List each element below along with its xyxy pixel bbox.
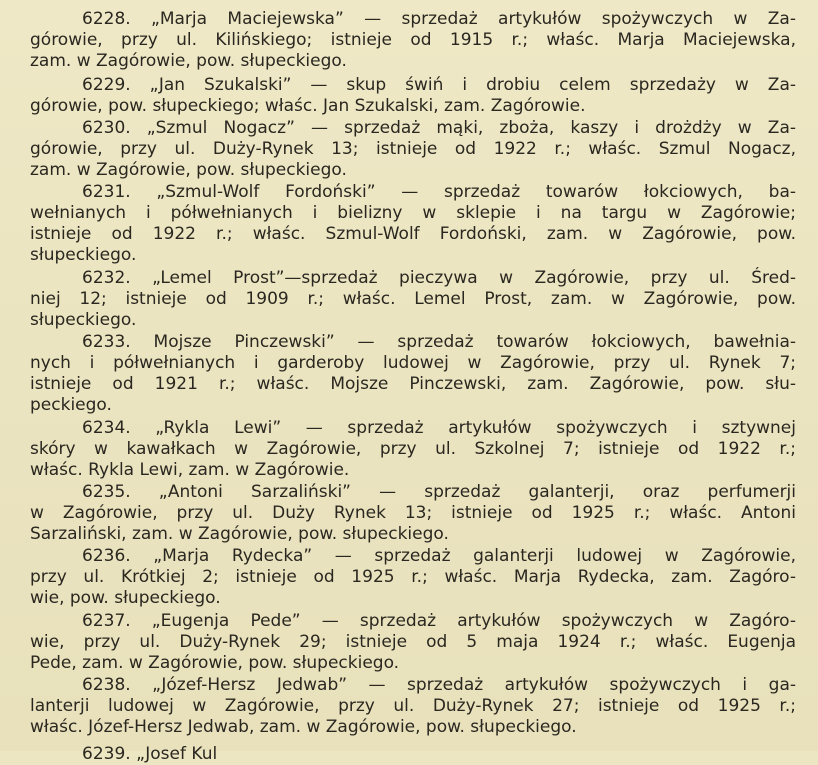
text-line-2: górowie, przy ul. Kilińskiego; istnieje od 1915 r.; właśc. Marja Maciejewska, <box>30 30 796 50</box>
text-line-33: lanterji ludowej w Zagórowie, przy ul. Duży-Rynek 27; istnieje od 1925 r.; <box>30 696 796 716</box>
text-line-18: istnieje od 1921 r.; właśc. Mojsze Pinczewski, zam. Zagórowie, pow. słu- <box>30 374 796 394</box>
text-line-21: skóry w kawałkach w Zagórowie, przy ul. Szkolnej 7; istnieje od 1922 r.; <box>30 439 796 459</box>
text-line-32: 6238. „Józef-Hersz Jedwab” — sprzedaż artykułów spożywczych i ga- <box>82 675 796 695</box>
text-line-5: górowie, pow. słupeckiego; właśc. Jan Szukalski, zam. Zagórowie. <box>30 96 586 116</box>
text-line-23: 6235. „Antoni Sarzaliński” — sprzedaż galanterji, oraz perfumerji <box>82 482 796 502</box>
text-line-31: Pede, zam. w Zagórowie, pow. słupeckiego. <box>30 653 400 673</box>
text-line-19: peckiego. <box>30 395 112 415</box>
text-line-8: zam. w Zagórowie, pow. słupeckiego. <box>30 160 347 180</box>
text-line-28: wie, pow. słupeckiego. <box>30 588 221 608</box>
text-line-16: 6233. Mojsze Pinczewski” — sprzedaż towarów łokciowych, bawełnia- <box>82 332 796 352</box>
text-line-7: górowie, przy ul. Duży-Rynek 13; istnieje od 1922 r.; właśc. Szmul Nogacz, <box>30 139 796 159</box>
text-line-27: przy ul. Krótkiej 2; istnieje od 1925 r.; właśc. Marja Rydecka, zam. Zagóro- <box>30 567 796 587</box>
text-line-6: 6230. „Szmul Nogacz” — sprzedaż mąki, zboża, kaszy i drożdży w Za- <box>82 118 796 138</box>
text-line-14: niej 12; istnieje od 1909 r.; właśc. Lemel Prost, zam. w Zagórowie, pow. <box>30 289 796 309</box>
text-line-3: zam. w Zagórowie, pow. słupeckiego. <box>30 51 347 71</box>
text-line-12: słupeckiego. <box>30 245 137 265</box>
text-line-26: 6236. „Marja Rydecka” — sprzedaż galanterji ludowej w Zagórowie, <box>82 546 796 566</box>
text-line-22: właśc. Rykla Lewi, zam. w Zagórowie. <box>30 460 350 480</box>
text-line-10: wełnianych i półwełnianych i bielizny w sklepie i na targu w Zagórowie; <box>30 203 796 223</box>
text-line-9: 6231. „Szmul-Wolf Fordoński” — sprzedaż towarów łokciowych, ba- <box>82 182 796 202</box>
text-line-30: wie, przy ul. Duży-Rynek 29; istnieje od 5 maja 1924 r.; właśc. Eugenja <box>30 632 796 652</box>
cut-off-line: 6239. „Josef Kul <box>82 744 218 764</box>
text-line-20: 6234. „Rykla Lewi” — sprzedaż artykułów spożywczych i sztywnej <box>82 418 796 438</box>
text-line-15: słupeckiego. <box>30 310 137 330</box>
text-line-29: 6237. „Eugenja Pede” — sprzedaż artykułów spożywczych w Zagóro- <box>82 611 796 631</box>
text-line-13: 6232. „Lemel Prost”—sprzedaż pieczywa w Zagórowie, przy ul. Śred- <box>82 268 796 288</box>
cut-off-line-container <box>82 744 382 764</box>
text-line-17: nych i półwełnianych i garderoby ludowej w Zagórowie, przy ul. Rynek 7; <box>30 353 796 373</box>
text-line-34: właśc. Józef-Hersz Jedwab, zam. w Zagórowie, pow. słupeckiego. <box>30 717 577 737</box>
text-line-25: Sarzaliński, zam. w Zagórowie, pow. słupeckiego. <box>30 524 449 544</box>
text-line-1: 6228. „Marja Maciejewska” — sprzedaż artykułów spożywczych w Za- <box>82 9 796 29</box>
text-line-4: 6229. „Jan Szukalski” — skup świń i drobiu celem sprzedaży w Za- <box>82 75 796 95</box>
text-line-24: w Zagórowie, przy ul. Duży Rynek 13; istnieje od 1925 r.; właśc. Antoni <box>30 503 796 523</box>
text-line-11: istnieje od 1922 r.; właśc. Szmul-Wolf Fordoński, zam. w Zagórowie, pow. <box>30 224 796 244</box>
